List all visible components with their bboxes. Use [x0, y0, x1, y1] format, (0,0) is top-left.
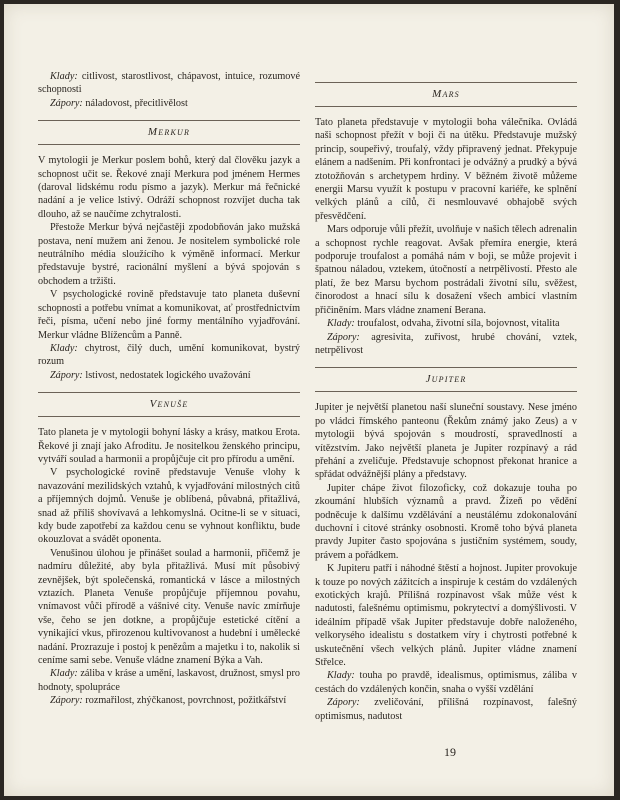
- negative-traits: [315, 331, 577, 358]
- negative-text: rozmařilost, zhýčkanost, povrchnost, požitkářství: [85, 695, 287, 707]
- top-attributes: [38, 70, 300, 110]
- paragraph: Jupiter chápe život filozoficky, což dokazuje touha po zkoumání hlubších významů a pravd. Žízeň po vědění podněcuje k dalšímu vzdělávání a neustálému zdokonalování duchovní i citové stránky osobnosti. Kromě toho bývá planeta pravdy Jupiter často spojována s justičním systémem, soudy, právem a pořádkem.: [315, 482, 577, 561]
- negative-traits: [38, 369, 300, 382]
- positive-traits: [38, 667, 300, 694]
- positive-traits: [38, 70, 300, 97]
- section-jupiter: [315, 367, 577, 723]
- negative-text: náladovost, přecitlivělost: [85, 97, 188, 109]
- section-mars: [315, 82, 577, 357]
- negative-traits: [38, 97, 300, 110]
- positive-text: citlivost, starostlivost, chápavost, intuice, rozumové schopnosti: [38, 71, 301, 96]
- header-rule-top: [315, 367, 577, 368]
- header-rule-bottom: [38, 144, 300, 145]
- header-rule-top: [38, 392, 300, 393]
- positive-label: Klady:: [327, 670, 355, 682]
- paragraph: Jupiter je největší planetou naší sluneční soustavy. Nese jméno po vládci římského panteonu (Řekům známý jako Zeus) a v mytologii bývá spojován s moudrostí, spravedlností a vítězstvím. Jako největší planeta je Jupiter rozpínavý a rád přehání a zveličuje. Představuje schopnost překonat hranice a spřádat odvážnější plány a představy.: [315, 402, 577, 481]
- paragraph: Přestože Merkur bývá nejčastěji zpodobňován jako mužská postava, není mužem ani ženou. Je nositelem symbolické role neutrálního média sloužícího k výměně informací. Merkur představuje bystré, racionální myšlení a bývá spojován s obchodem a tržišti.: [38, 222, 300, 287]
- section-venuse: [38, 392, 300, 708]
- negative-text: agresivita, zuřivost, hrubé chování, vztek, netrpělivost: [315, 331, 578, 356]
- header-rule-bottom: [315, 106, 577, 107]
- section-title: Jupiter: [425, 373, 467, 386]
- header-rule-bottom: [315, 391, 577, 392]
- positive-traits: [315, 317, 577, 330]
- section-title: Merkur: [147, 126, 191, 139]
- positive-traits: [38, 342, 300, 369]
- paragraph: Tato planeta představuje v mytologii boha válečníka. Ovládá naši schopnost přežít v boji či na útěku. Představuje mužský princip, soupeřivý, troufalý, vždy připravený jednat. Překypuje elánem a nadšením. Při konfrontaci je odvážný a prudký a bývá ztotožňován s archetypem hrdiny. V běžném životě můžeme energii Marsu využít k postupu v pracovní kariéře, ke splnění velkých plánů a cílů, či nesmlouvavé obhajobě svých přesvědčení.: [315, 117, 577, 222]
- positive-text: touha po pravdě, idealismus, optimismus, záliba v cestách do vzdálených končin, snaha o vyšší vzdělání: [315, 670, 578, 695]
- negative-label: Zápory:: [50, 695, 83, 707]
- positive-text: chytrost, čilý duch, umění komunikovat, bystrý rozum: [38, 342, 300, 368]
- section-title: Venuše: [149, 398, 189, 411]
- positive-label: Klady:: [50, 71, 78, 82]
- paragraph: Venušinou úlohou je přinášet soulad a harmonii, přičemž je nadmíru důležité, aby byla přitažlivá. Musí mít působivý zevnějšek, být společenská, romantická v lásce a milostných vztazích. Planeta Venuše propůjčuje příjemnou povahu, vnímavost vůči přírodě a vášnivé city. Venuše navíc zmírňuje vše, čeho se jen dotkne, a propůjčuje estetické cítění a vynikající vkus, přirozenou kultivovanost a hudební i umělecké nadání. Prozrazuje i postoj k penězům a majetku i to, nakolik si ceníme sami sebe. Venuše vládne znamení Býka a Vah.: [38, 547, 300, 667]
- paragraph: K Jupiteru patří i náhodné štěstí a hojnost. Jupiter provokuje k touze po nových zážitcích a inspiruje k cestám do vzdálených exotických krajů. Přílišná rozpínavost však může vést k nadutosti, falešnému optimismu, pokrytectví a domýšlivosti. V ideálním případě však Jupiter představuje dobře naloženého, velkorysého idealistu s dostatkem víry i chytrosti potřebné k uskutečnění všech velkých plánů. Jupiter vládne znamení Střelce.: [315, 563, 577, 669]
- header-rule-top: [38, 120, 300, 121]
- book-page: [4, 4, 614, 796]
- section-header: [315, 82, 577, 107]
- page-number: 19: [444, 745, 456, 759]
- negative-label: Zápory:: [327, 697, 360, 709]
- negative-traits: [38, 694, 300, 707]
- negative-traits: [315, 696, 577, 723]
- negative-label: Zápory:: [50, 97, 83, 109]
- paragraph: V psychologické rovině představuje tato planeta duševní schopnosti a potřebu vnímat a komunikovat, ať prostřednictvím řeči, písma, učení nebo jiné formy mentálního vyjadřování. Merkur vládne Blížencům a Panně.: [38, 289, 300, 341]
- positive-traits: [315, 669, 577, 696]
- section-merkur: [38, 120, 300, 382]
- section-header: [38, 392, 300, 417]
- section-header: [315, 367, 577, 392]
- negative-label: Zápory:: [50, 369, 83, 381]
- paragraph: V psychologické rovině představuje Venuše vlohy k navazování mezilidských vztahů, k vyjadřování milostných citů a příjemných dojmů. Venuše je oblíbená, půvabná, přitažlivá, snad až příliš shovívavá a lehkomyslná. Ocitne-li se v situaci, kdy bude zapotřebí za každou cenu se vyhnout konfliktu, bude okouzlovat a svádět oponenta.: [38, 467, 300, 546]
- right-column: [315, 70, 577, 723]
- positive-label: Klady:: [50, 668, 78, 680]
- paragraph: Mars odporuje vůli přežít, uvolňuje v našich tělech adrenalin a schopnost rychle reagovat. Avšak přemíra energie, která podporuje troufalost a pomáhá nám v boji, se může projevit i špatnou náladou, vztekem, útočností a netrpělivostí. Přesto ale platí, že bez Marsu bychom postrádali životní sílu, svěžest, činorodost a hnací sílu k dosažení všech ambicí vlastním přičiněním. Mars vládne znamení Berana.: [315, 224, 577, 316]
- header-rule-top: [315, 82, 577, 83]
- positive-text: záliba v kráse a umění, laskavost, družnost, smysl pro hodnoty, spolupráce: [38, 668, 301, 693]
- section-header: [38, 120, 300, 145]
- section-title: Mars: [432, 88, 460, 100]
- paragraph: Tato planeta je v mytologii bohyní lásky a krásy, matkou Erota. Řekové ji znají jako Afroditu. Je nositelkou ženského principu, vytváří soulad a harmonii a propůjčuje cit pro přírodu a umění.: [38, 427, 300, 465]
- negative-text: lstivost, nedostatek logického uvažování: [85, 369, 251, 381]
- header-rule-bottom: [38, 416, 300, 417]
- negative-label: Zápory:: [327, 331, 360, 343]
- left-column: [38, 70, 300, 708]
- positive-text: troufalost, odvaha, životní síla, bojovnost, vitalita: [357, 318, 560, 330]
- negative-text: zveličování, přílišná rozpínavost, falešný optimismus, nadutost: [315, 697, 577, 722]
- positive-label: Klady:: [327, 318, 355, 330]
- paragraph: V mytologii je Merkur poslem bohů, který dal člověku jazyk a schopnost učit se. Řekové znají Merkura pod jménem Hermes (daroval lidskému rodu písmo a jazyk). Merkur má řečnické nadání a je velice lstivý. Odráží schopnost rozvíjet ducha tak dlouho, až se naučíme zchytralosti.: [38, 155, 300, 220]
- positive-label: Klady:: [50, 342, 78, 354]
